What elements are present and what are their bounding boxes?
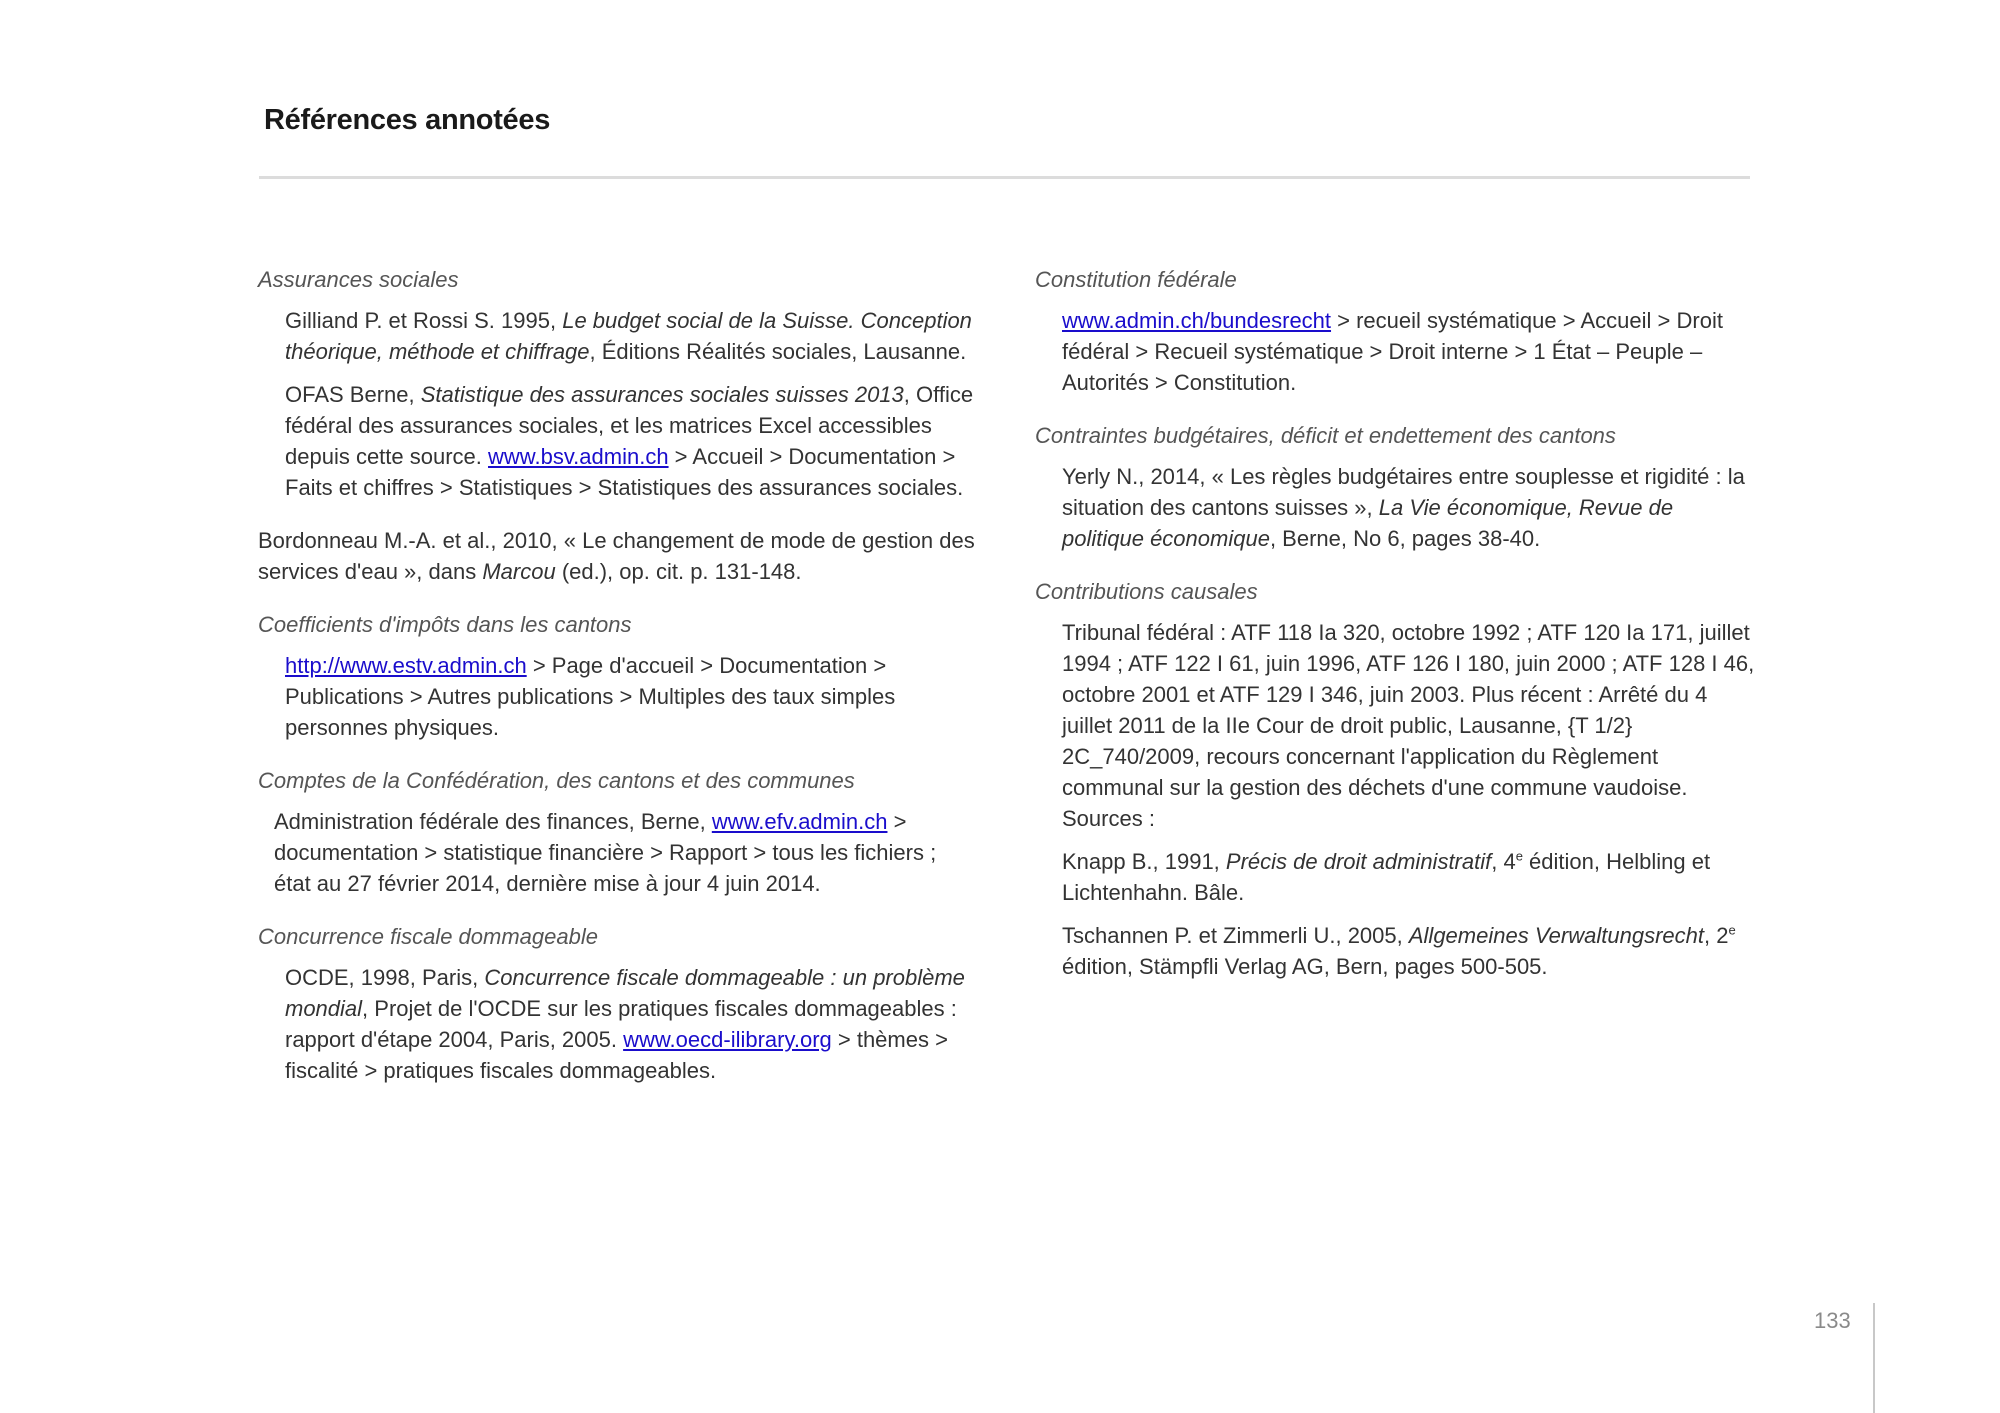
section-heading: Contributions causales xyxy=(1035,579,1258,604)
reference-text: édition, Helbling et Lichtenhahn. Bâle. xyxy=(1062,849,1711,905)
reference-text: OCDE, 1998, Paris, xyxy=(285,965,485,990)
reference-title: La Vie économique, Revue de politique économique xyxy=(1062,495,1674,551)
reference-entry xyxy=(1035,920,1755,982)
reference-text: OFAS Berne, xyxy=(285,382,421,407)
reference-entry xyxy=(258,379,978,503)
section-heading: Constitution fédérale xyxy=(1035,267,1237,292)
reference-text: Tribunal fédéral : ATF 118 Ia 320, octobre 1992 ; ATF 120 Ia 171, juillet 1994 ; ATF 122 I 61, juin 1996, ATF 126 I 180, juin 2000 ; ATF 128 I 46, octobre 2001 et ATF 129 I 346, juin 2003. Plus récent : Arrêté du 4 juillet 2011 de la IIe Cour de droit public, Lausanne, {T 1/2} 2C_740/2009, recours concernant l'application du Règlement communal sur la gestion des déchets d'une commune vaudoise. Sources : xyxy=(1062,620,1755,831)
section-constitution xyxy=(1035,264,1755,398)
reference-title: Concurrence fiscale dommageable : un problème mondial xyxy=(285,965,965,1021)
link-efv[interactable]: www.efv.admin.ch xyxy=(711,809,888,834)
left-column xyxy=(258,264,978,1108)
reference-text: Administration fédérale des finances, Berne, xyxy=(274,809,712,834)
reference-entry xyxy=(258,806,978,899)
reference-entry xyxy=(258,650,978,743)
section-heading: Contraintes budgétaires, déficit et endettement des cantons xyxy=(1035,423,1616,448)
section-concurrence-fiscale xyxy=(258,921,978,1086)
reference-title: Marcou xyxy=(482,559,556,584)
reference-text: , 2 xyxy=(1703,923,1729,948)
title-divider xyxy=(259,176,1750,179)
section-coefficients-impots xyxy=(258,609,978,743)
reference-text: , Office fédéral des assurances sociales, et les matrices Excel accessibles depuis cette source. xyxy=(285,382,974,469)
superscript: e xyxy=(1515,848,1523,864)
superscript: e xyxy=(1728,922,1736,938)
page-number: 133 xyxy=(1814,1308,1851,1333)
section-contributions-causales xyxy=(1035,576,1755,982)
reference-text: > thèmes > fiscalité > pratiques fiscales dommageables. xyxy=(285,1027,948,1083)
reference-text: > Accueil > Documentation > Faits et chiffres > Statistiques > Statistiques des assurances sociales. xyxy=(285,444,964,500)
section-assurances-sociales xyxy=(258,264,978,503)
right-column xyxy=(1035,264,1755,1004)
reference-entry xyxy=(1035,846,1755,908)
reference-text: édition, Stämpfli Verlag AG, Bern, pages 500-505. xyxy=(1062,954,1548,979)
reference-title: Allgemeines Verwaltungsrecht xyxy=(1408,923,1704,948)
reference-entry xyxy=(258,962,978,1086)
link-admin-bundesrecht[interactable]: www.admin.ch/bundesrecht xyxy=(1062,308,1332,333)
reference-text: , 4 xyxy=(1491,849,1516,874)
link-bsv[interactable]: www.bsv.admin.ch xyxy=(488,444,669,469)
section-heading: Concurrence fiscale dommageable xyxy=(258,924,598,949)
reference-text: Tschannen P. et Zimmerli U., 2005, xyxy=(1062,923,1409,948)
section-comptes xyxy=(258,765,978,899)
reference-text: , Berne, No 6, pages 38-40. xyxy=(1269,526,1541,551)
reference-entry xyxy=(258,525,978,587)
reference-text: (ed.), op. cit. p. 131-148. xyxy=(555,559,802,584)
reference-text: Yerly N., 2014, « Les règles budgétaires entre souplesse et rigidité : la situation des cantons suisses », xyxy=(1062,464,1745,520)
reference-text: Bordonneau M.-A. et al., 2010, « Le changement de mode de gestion des services d'eau », dans xyxy=(258,528,975,584)
section-heading: Coefficients d'impôts dans les cantons xyxy=(258,612,632,637)
section-heading: Comptes de la Confédération, des cantons et des communes xyxy=(258,768,855,793)
reference-text: , Projet de l'OCDE sur les pratiques fiscales dommageables : rapport d'étape 2004, Paris, 2005. xyxy=(285,996,957,1052)
link-oecd[interactable]: www.oecd-ilibrary.org xyxy=(623,1027,832,1052)
reference-text: Gilliand P. et Rossi S. 1995, xyxy=(285,308,563,333)
reference-text: , Éditions Réalités sociales, Lausanne. xyxy=(589,339,967,364)
reference-entry xyxy=(1035,617,1755,834)
reference-text: > recueil systématique > Accueil > Droit fédéral > Recueil systématique > Droit interne > 1 État – Peuple – Autorités > Constitution. xyxy=(1062,308,1723,395)
section-heading: Assurances sociales xyxy=(258,267,459,292)
reference-text: > documentation > statistique financière > Rapport > tous les fichiers ; état au 27 février 2014, dernière mise à jour 4 juin 2014. xyxy=(274,809,937,896)
section-bordonneau xyxy=(258,525,978,587)
reference-title: Le budget social de la Suisse. Conception théorique, méthode et chiffrage xyxy=(285,308,972,364)
reference-entry xyxy=(258,305,978,367)
section-contraintes-budgetaires xyxy=(1035,420,1755,554)
page-title: Références annotées xyxy=(264,104,551,136)
reference-title: Statistique des assurances sociales suisses 2013 xyxy=(420,382,904,407)
reference-entry xyxy=(1035,305,1755,398)
reference-text: Knapp B., 1991, xyxy=(1062,849,1226,874)
reference-entry xyxy=(1035,461,1755,554)
reference-text: > Page d'accueil > Documentation > Publications > Autres publications > Multiples des taux simples personnes physiques. xyxy=(285,653,896,740)
page-number-divider xyxy=(1873,1303,1875,1413)
reference-title: Précis de droit administratif xyxy=(1225,849,1492,874)
link-estv[interactable]: http://www.estv.admin.ch xyxy=(285,653,527,678)
